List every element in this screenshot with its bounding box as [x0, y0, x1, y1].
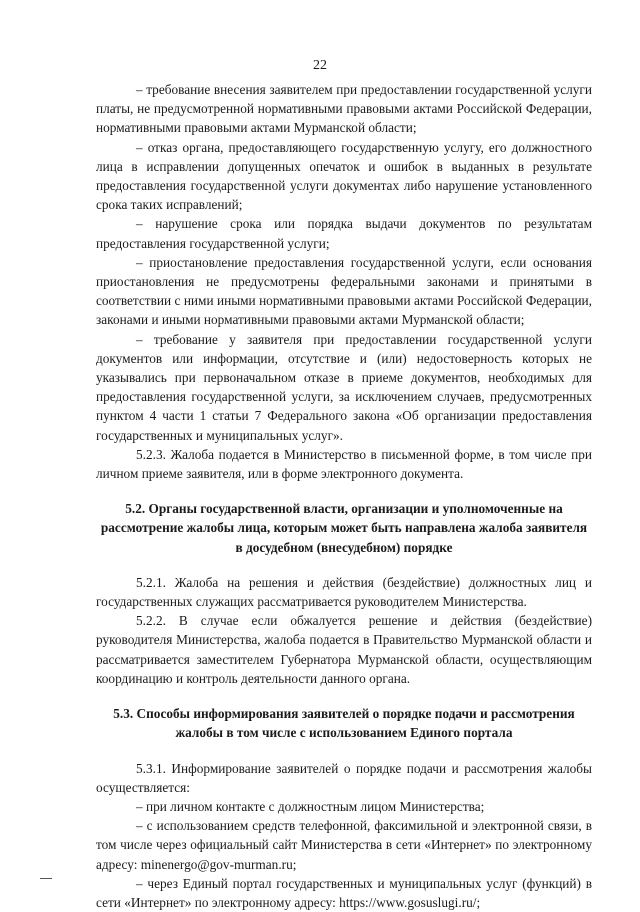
section-heading-5-3: 5.3. Способы информирования заявителей о порядке подачи и рассмотрения жалобы в том числе с использованием Единого портала: [113, 706, 575, 741]
paragraph-5-2-3: 5.2.3. Жалоба подается в Министерство в письменной форме, в том числе при личном приеме заявителя, или в форме электронного документа.: [96, 446, 592, 482]
list-item: – с использованием средств телефонной, факсимильной и электронной связи, в том числе через официальный сайт Министерства в сети «Интернет» по электронному адресу: minenergo@gov-murman.ru;: [96, 818, 592, 872]
list-item: – отказ органа, предоставляющего государственную услугу, его должностного лица в исправлении допущенных опечаток и ошибок в выданных в результате предоставления государственной услуги документах либо нарушение установленного срока таких исправлений;: [96, 139, 592, 213]
paragraph-5-3-1: 5.3.1. Информирование заявителей о порядке подачи и рассмотрения жалобы осуществляется:: [96, 760, 592, 795]
list-item: – через Единый портал государственных и муниципальных услуг (функций) в сети «Интернет» по электронному адресу: https://www.gosuslugi.ru/;: [96, 875, 592, 910]
list-item: – требование внесения заявителем при предоставлении государственной услуги платы, не предусмотренной нормативными правовыми актами Российской Федерации, нормативными правовыми актами Мурманской области;: [96, 82, 592, 136]
paragraph-5-2-2: 5.2.2. В случае если обжалуется решение и действия (бездействие) руководителя Министерства, жалоба подается в Правительство Мурманской области и рассматривается заместителем Губернатора Мурманской области, осуществляющим координацию и контроль деятельности данного органа.: [96, 613, 592, 686]
document-body: [96, 80, 592, 912]
list-item: – требование у заявителя при предоставлении государственной услуги документов или информации, отсутствие и (или) недостоверность которых не указывались при первоначальном отказе в приеме документов, необходимых для предоставления государственной услуги, за исключением случаев, предусмотренных пунктом 4 части 1 статьи 7 Федерального закона «Об организации предоставления государственных и муниципальных услуг».: [96, 331, 592, 443]
page-number: 22: [313, 58, 327, 73]
section-heading-5-2: 5.2. Органы государственной власти, организации и уполномоченные на рассмотрение жалобы лица, которым может быть направлена жалоба заявителя в досудебном (внесудебном) порядке: [100, 501, 588, 555]
footer-mark: [40, 878, 52, 879]
list-item: – приостановление предоставления государственной услуги, если основания приостановления не предусмотрены федеральными законами и принятыми в соответствии с ними иными нормативными правовыми актами Российской Федерации, законами и иными нормативными правовыми актами Мурманской области;: [96, 254, 592, 328]
list-item: – нарушение срока или порядка выдачи документов по результатам предоставления государственной услуги;: [96, 216, 592, 251]
list-item: – при личном контакте с должностным лицом Министерства;: [136, 798, 485, 814]
paragraph-5-2-1: 5.2.1. Жалоба на решения и действия (бездействие) должностных лиц и государственных служащих рассматривается руководителем Министерства.: [96, 574, 592, 610]
